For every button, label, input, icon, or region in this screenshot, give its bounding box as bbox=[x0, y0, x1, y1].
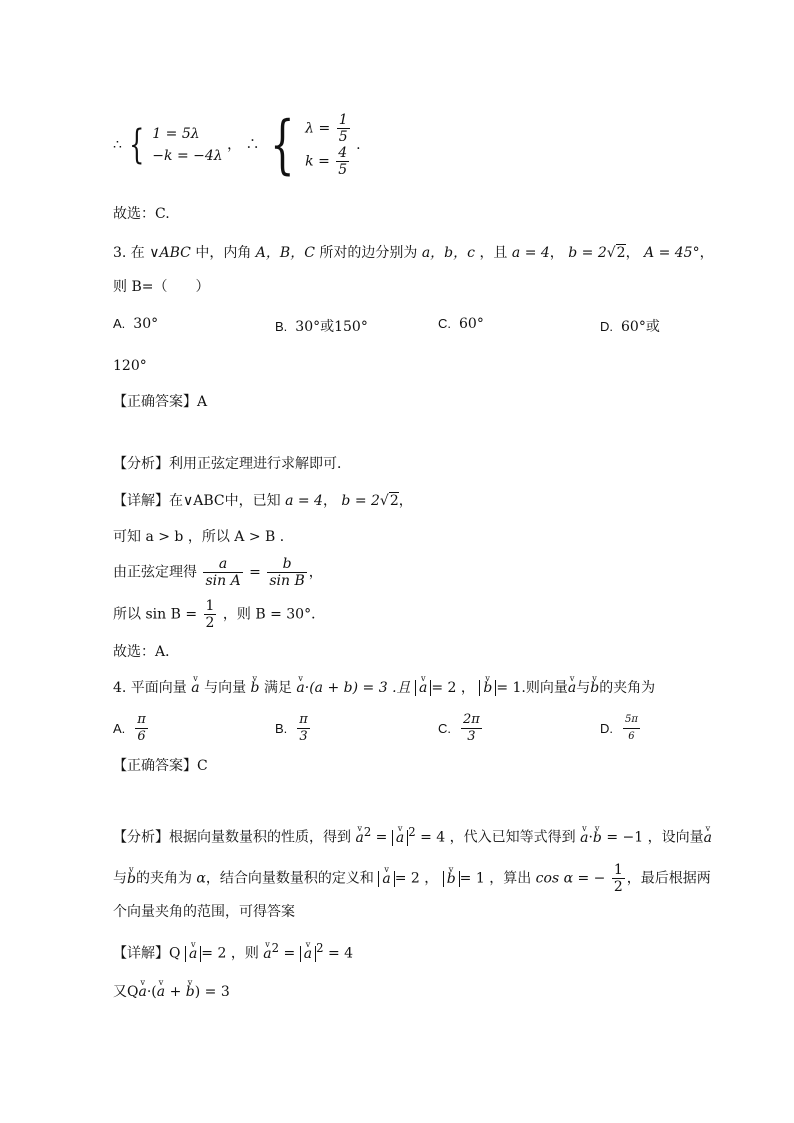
q3-detail-3: 由正弦定理得 $\frac{a}{\text{sin A}}$ = $\frac{b}{\text{sin B}}$ ， bbox=[113, 556, 323, 589]
q3-option-d: D. 60°或 bbox=[600, 319, 660, 335]
q4-detail-1: 【详解】Q v a = 2 ，则 v $a^2 = v$ a $^2$ = 4 bbox=[113, 939, 353, 963]
equation-systems: ∴ { 1 = 5λ −k = −4λ ， ∴ { λ = $\frac{1}{5}$ k = $\frac{4}{5}$ . bbox=[113, 108, 361, 182]
therefore-symbol: ∴ bbox=[113, 137, 122, 153]
q4-option-b: B. $\frac{\pi}{3}$ bbox=[275, 712, 308, 744]
q4-correct-answer: 【正确答案】C bbox=[113, 758, 208, 774]
q4-analysis-1: 【分析】根据向量数量积的性质，得到 v $a^2 = v$ a $^2$ = 4 ，代入已知等式得到 v a·v b = −1 ，设向量v a bbox=[113, 823, 712, 847]
q4-analysis-2: 与v b的夹角为 α，结合向量数量积的定义和 v a = 2 ， v b = 1 ，算出 cos α = − $\frac{1}{2}$ ，最后根据两 bbox=[113, 862, 711, 895]
question-3-ask: 则 B=（ ） bbox=[113, 279, 210, 295]
q3-option-b: B. 30°或150° bbox=[275, 319, 368, 335]
q3-option-d-continued: 120° bbox=[113, 358, 147, 374]
q3-final: 故选：A． bbox=[113, 644, 180, 660]
q3-detail-2: 可知 a > b ，所以 A > B ． bbox=[113, 529, 294, 545]
q4-analysis-3: 个向量夹角的范围，可得答案 bbox=[113, 904, 295, 920]
q3-option-a: A. 30° bbox=[113, 316, 159, 332]
left-brace: { bbox=[129, 122, 145, 168]
q4-detail-2: 又Qv a·(v a + v b) = 3 bbox=[113, 983, 230, 1001]
q3-option-c: C. 60° bbox=[438, 316, 484, 332]
question-3-stem: 3. 在 ∨ABC 中，内角 A，B，C 所对的边分别为 a，b，c ，且 a = 4， b = 2√2， A = 45°， bbox=[113, 245, 714, 261]
q4-option-a: A. $\frac{\pi}{6}$ bbox=[113, 712, 146, 744]
system-1: 1 = 5λ −k = −4λ bbox=[152, 126, 223, 164]
q4-option-c: C. $\frac{2\pi}{3}$ bbox=[438, 712, 480, 744]
q3-detail-1: 【详解】在∨ABC中，已知 a = 4， b = 2√2， bbox=[113, 493, 413, 509]
q3-analysis: 【分析】利用正弦定理进行求解即可． bbox=[113, 456, 351, 472]
question-4-stem: 4. 平面向量 v a 与向量 v b 满足 v a·(a + b) = 3 .且 v a = 2 ， v b = 1.则向量v a与v b的夹角为 bbox=[113, 679, 655, 697]
q3-correct-answer: 【正确答案】A bbox=[113, 394, 208, 410]
answer-line: 故选：C. bbox=[113, 206, 170, 222]
q4-option-d: D. $\frac{5\pi}{6}$ bbox=[600, 714, 638, 742]
left-brace-2: { bbox=[270, 108, 295, 182]
system-2: λ = $\frac{1}{5}$ k = $\frac{4}{5}$ bbox=[305, 112, 348, 178]
q3-detail-4: 所以 sin B = $\frac{1}{2}$ ，则 B = 30°． bbox=[113, 598, 326, 631]
